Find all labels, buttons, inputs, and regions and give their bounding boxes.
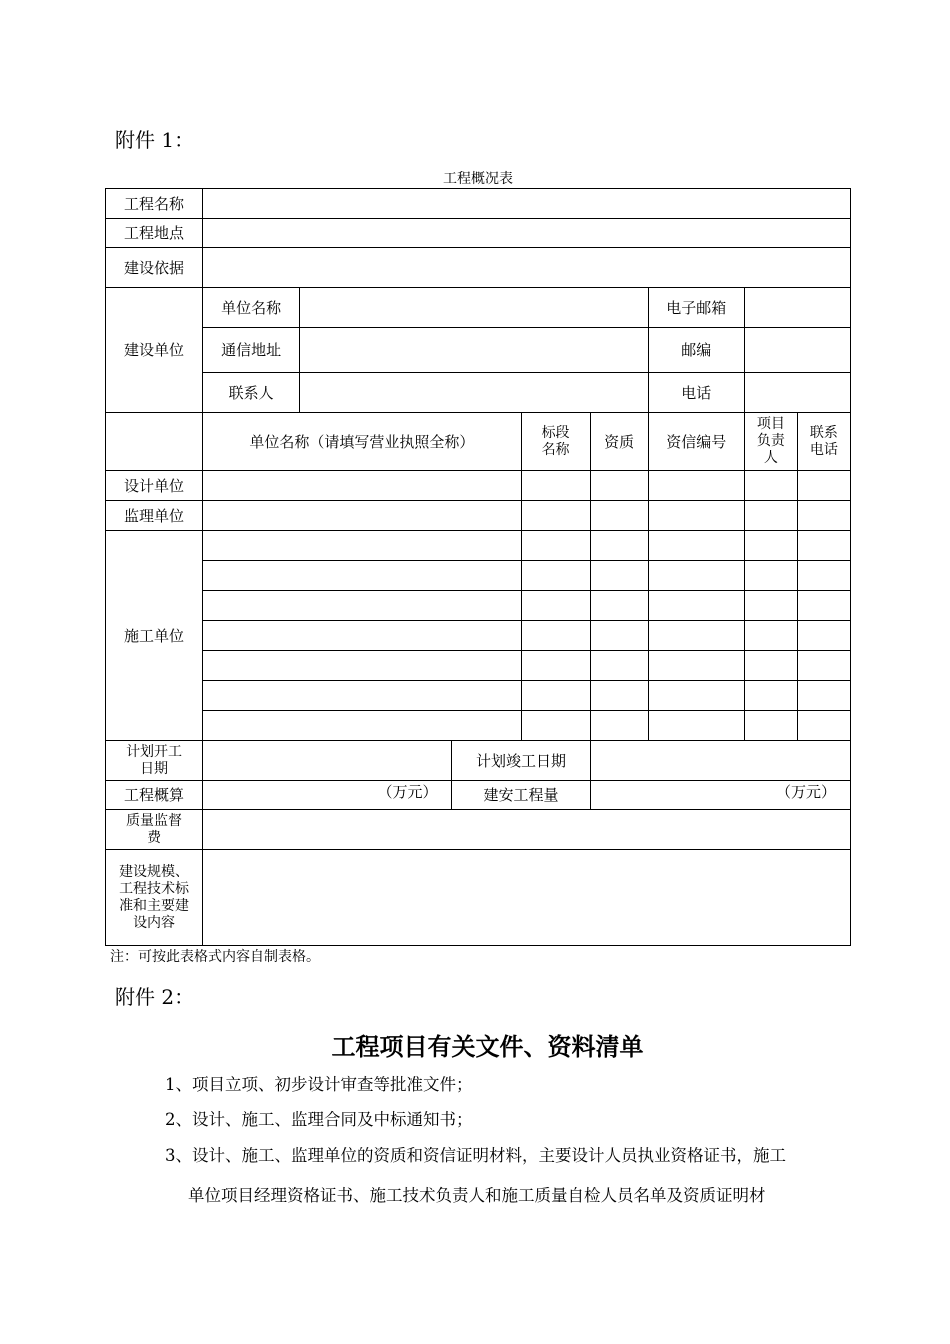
table-cell[interactable]	[521, 711, 590, 741]
table-note: 注：可按此表格式内容自制表格。	[110, 949, 320, 965]
table-cell[interactable]	[744, 591, 797, 621]
planned-finish-label: 计划竣工日期	[452, 741, 590, 781]
owner-phone-cell[interactable]	[744, 373, 850, 413]
table-cell[interactable]	[521, 561, 590, 591]
planned-start-label	[106, 741, 203, 781]
table-cell[interactable]	[797, 681, 850, 711]
planned-start-text: 计划开工日期	[126, 743, 183, 777]
table-cell[interactable]	[797, 531, 850, 561]
table-cell[interactable]	[797, 621, 850, 651]
owner-address-label: 通信地址	[203, 328, 300, 373]
table-cell[interactable]	[648, 591, 744, 621]
header-contact-phone	[797, 413, 850, 471]
table-cell[interactable]	[590, 681, 648, 711]
design-unit-label: 设计单位	[106, 471, 203, 501]
planned-finish-cell[interactable]	[590, 741, 850, 781]
table-cell[interactable]	[797, 711, 850, 741]
owner-postcode-label: 邮编	[648, 328, 744, 373]
install-unit: （万元）	[775, 783, 836, 801]
table-cell[interactable]	[744, 681, 797, 711]
scope-label	[106, 850, 203, 946]
table-cell[interactable]	[744, 471, 797, 501]
project-name-label: 工程名称	[106, 189, 203, 219]
scope-text: 建设规模、工程技术标准和主要建设内容	[119, 863, 190, 931]
table-cell[interactable]	[203, 561, 521, 591]
table-cell[interactable]	[203, 471, 521, 501]
table-title: 工程概况表	[443, 171, 513, 187]
table-cell[interactable]	[203, 591, 521, 621]
owner-address-cell[interactable]	[300, 328, 648, 373]
table-cell[interactable]	[648, 531, 744, 561]
table-cell[interactable]	[590, 531, 648, 561]
table-cell[interactable]	[590, 561, 648, 591]
table-cell[interactable]	[648, 501, 744, 531]
table-cell[interactable]	[797, 561, 850, 591]
table-cell[interactable]	[590, 711, 648, 741]
table-cell[interactable]	[744, 531, 797, 561]
header-section-name	[521, 413, 590, 471]
header-qualification: 资质	[590, 413, 648, 471]
header-section-name-text: 标段名称	[541, 424, 570, 458]
table-cell[interactable]	[590, 591, 648, 621]
table-cell[interactable]	[203, 711, 521, 741]
table-cell[interactable]	[648, 651, 744, 681]
owner-email-label: 电子邮箱	[648, 288, 744, 328]
owner-contact-label: 联系人	[203, 373, 300, 413]
table-cell[interactable]	[744, 561, 797, 591]
budget-unit: （万元）	[377, 783, 438, 801]
owner-contact-cell[interactable]	[300, 373, 648, 413]
table-cell[interactable]	[203, 681, 521, 711]
table-cell[interactable]	[648, 621, 744, 651]
table-cell[interactable]	[590, 501, 648, 531]
table-cell[interactable]	[744, 711, 797, 741]
scope-cell[interactable]	[203, 850, 851, 946]
quality-fee-text: 质量监督费	[126, 812, 183, 846]
owner-email-cell[interactable]	[744, 288, 850, 328]
header-contact-phone-text: 联系电话	[809, 424, 838, 458]
list-item: 3、设计、施工、监理单位的资质和资信证明材料，主要设计人员执业资格证书，施工	[165, 1146, 786, 1165]
table-cell[interactable]	[521, 531, 590, 561]
list-item: 2、设计、施工、监理合同及中标通知书；	[165, 1110, 473, 1129]
table-cell[interactable]	[521, 471, 590, 501]
table-cell[interactable]	[744, 621, 797, 651]
owner-unit-name-cell[interactable]	[300, 288, 648, 328]
quality-fee-label	[106, 810, 203, 850]
project-location-cell[interactable]	[203, 219, 851, 248]
table-cell[interactable]	[203, 621, 521, 651]
table-cell[interactable]	[590, 621, 648, 651]
header-blank	[106, 413, 203, 471]
supervision-unit-label: 监理单位	[106, 501, 203, 531]
table-cell[interactable]	[648, 471, 744, 501]
header-manager	[744, 413, 797, 471]
table-cell[interactable]	[590, 651, 648, 681]
document-title: 工程项目有关文件、资料清单	[331, 1032, 644, 1061]
header-unit-name: 单位名称（请填写营业执照全称）	[203, 413, 521, 471]
list-item-continuation: 单位项目经理资格证书、施工技术负责人和施工质量自检人员名单及资质证明材	[188, 1186, 766, 1205]
table-cell[interactable]	[590, 471, 648, 501]
table-cell[interactable]	[521, 501, 590, 531]
list-item: 1、项目立项、初步设计审查等批准文件；	[165, 1075, 473, 1094]
header-manager-text: 项目负责人	[756, 416, 785, 466]
table-cell[interactable]	[203, 501, 521, 531]
install-amount-label: 建安工程量	[452, 781, 590, 810]
basis-label: 建设依据	[106, 248, 203, 288]
table-cell[interactable]	[648, 681, 744, 711]
table-cell[interactable]	[521, 621, 590, 651]
table-cell[interactable]	[797, 471, 850, 501]
budget-label: 工程概算	[106, 781, 203, 810]
table-cell[interactable]	[797, 591, 850, 621]
table-cell[interactable]	[648, 711, 744, 741]
planned-start-cell[interactable]	[203, 741, 452, 781]
construction-unit-label: 施工单位	[106, 531, 203, 741]
project-overview-table	[105, 188, 851, 946]
quality-fee-cell[interactable]	[203, 810, 851, 850]
table-cell[interactable]	[521, 591, 590, 621]
owner-label: 建设单位	[106, 288, 203, 413]
basis-cell[interactable]	[203, 248, 851, 288]
table-cell[interactable]	[744, 651, 797, 681]
table-cell[interactable]	[203, 531, 521, 561]
owner-phone-label: 电话	[648, 373, 744, 413]
attachment-2-label: 附件 2：	[115, 985, 195, 1009]
table-cell[interactable]	[521, 681, 590, 711]
header-credit-no: 资信编号	[648, 413, 744, 471]
table-cell[interactable]	[797, 651, 850, 681]
owner-unit-name-label: 单位名称	[203, 288, 300, 328]
install-amount-cell[interactable]	[590, 781, 850, 810]
table-cell[interactable]	[203, 651, 521, 681]
table-cell[interactable]	[744, 501, 797, 531]
owner-postcode-cell[interactable]	[744, 328, 850, 373]
table-cell[interactable]	[521, 651, 590, 681]
budget-cell[interactable]	[203, 781, 452, 810]
project-location-label: 工程地点	[106, 219, 203, 248]
table-cell[interactable]	[648, 561, 744, 591]
attachment-1-label: 附件 1：	[115, 128, 195, 152]
project-name-cell[interactable]	[203, 189, 851, 219]
table-cell[interactable]	[797, 501, 850, 531]
